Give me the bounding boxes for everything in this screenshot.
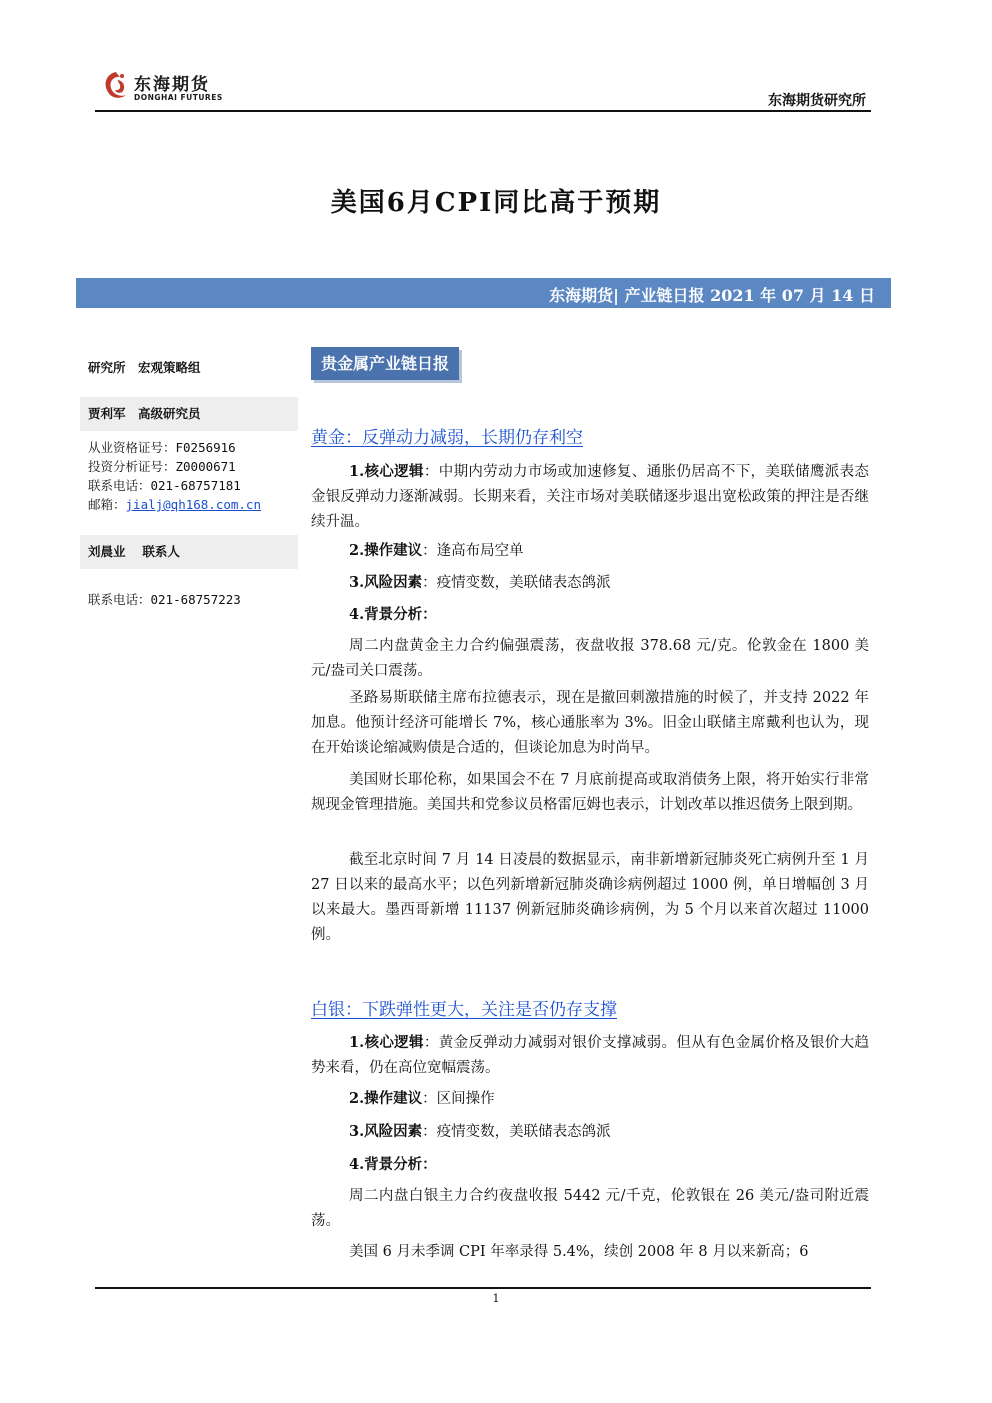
gold-advice-text: ：逢高布局空单 bbox=[422, 543, 524, 559]
logo-chinese-text: 东海期货 bbox=[134, 75, 210, 95]
footer-divider bbox=[95, 1287, 871, 1289]
author2-phone: 联系电话：021-68757223 bbox=[88, 592, 241, 607]
banner-text: 东海期货| 产业链日报 2021 年 07 月 14 日 bbox=[549, 286, 875, 305]
author2-name: 刘晨业 联系人 bbox=[80, 535, 298, 569]
gold-heading[interactable]: 黄金：反弹动力减弱，长期仍存利空 bbox=[311, 428, 583, 448]
author1-name: 贾利军 高级研究员 bbox=[80, 397, 298, 431]
email-label: 邮箱： bbox=[88, 497, 126, 512]
gold-paragraph-1: 周二内盘黄金主力合约偏强震荡，夜盘收报 378.68 元/克。伦敦金在 1800 美元/盎司关口震荡。 bbox=[311, 638, 869, 679]
gold-risk-text: ：疫情变数，美联储表态鸽派 bbox=[422, 575, 611, 591]
gold-logic bbox=[311, 459, 869, 535]
silver-advice bbox=[349, 1086, 495, 1112]
logo-english-text: DONGHAI FUTURES bbox=[134, 93, 223, 102]
author1-analyst-cert: 投资分析证号：Z0000671 bbox=[88, 459, 236, 474]
silver-paragraph-2: 美国 6 月未季调 CPI 年率录得 5.4%，续创 2008 年 8 月以来新高；6 bbox=[349, 1244, 809, 1260]
silver-risk-text: ：疫情变数，美联储表态鸽派 bbox=[422, 1124, 611, 1140]
gold-risk bbox=[349, 570, 611, 596]
gold-paragraph-3: 美国财长耶伦称，如果国会不在 7 月底前提高或取消债务上限，将开始实行非常规现金管理措施。美国共和党参议员格雷厄姆也表示，计划改革以推迟债务上限到期。 bbox=[311, 772, 869, 813]
silver-logic-text: ：黄金反弹动力减弱对银价支撑减弱。但从有色金属价格及银价大趋势来看，仍在高位宽幅震荡。 bbox=[311, 1035, 870, 1076]
gold-advice bbox=[349, 538, 524, 564]
author1-email-row bbox=[88, 495, 261, 513]
company-logo bbox=[100, 68, 230, 108]
silver-logic bbox=[311, 1030, 869, 1081]
report-title: 美国6月CPI同比高于预期 bbox=[330, 188, 662, 218]
author1-phone: 联系电话：021-68757181 bbox=[88, 478, 241, 493]
silver-logic-label: 1.核心逻辑 bbox=[349, 1034, 424, 1051]
gold-background-heading bbox=[349, 602, 437, 628]
silver-advice-label: 2.操作建议 bbox=[349, 1090, 423, 1107]
silver-risk-label: 3.风险因素 bbox=[349, 1123, 423, 1140]
silver-heading[interactable]: 白银：下跌弹性更大，关注是否仍存支撑 bbox=[311, 1000, 617, 1020]
silver-bg-label: 4.背景分析 bbox=[349, 1156, 423, 1173]
silver-paragraph-1: 周二内盘白银主力合约夜盘收报 5442 元/千克，伦敦银在 26 美元/盎司附近震荡。 bbox=[311, 1188, 869, 1229]
gold-bg-label: 4.背景分析 bbox=[349, 606, 423, 623]
page-number: 1 bbox=[492, 1292, 500, 1305]
institute-name: 东海期货研究所 bbox=[768, 93, 866, 109]
gold-bg-colon: ： bbox=[422, 606, 437, 623]
gold-risk-label: 3.风险因素 bbox=[349, 574, 423, 591]
header-divider bbox=[95, 110, 871, 112]
author1-email-link[interactable]: jialj@qh168.com.cn bbox=[125, 497, 261, 512]
gold-advice-label: 2.操作建议 bbox=[349, 542, 423, 559]
silver-bg-colon: ： bbox=[422, 1156, 437, 1173]
gold-logic-text: ：中期内劳动力市场或加速修复、通胀仍居高不下，美联储鹰派表态金银反弹动力逐渐减弱。长期来看，关注市场对美联储逐步退出宽松政策的押注是否继续升温。 bbox=[311, 464, 870, 530]
sidebar-group: 研究所 宏观策略组 bbox=[88, 360, 201, 375]
dragon-logo-icon bbox=[100, 68, 132, 104]
report-banner bbox=[76, 278, 891, 308]
author1-qualification: 从业资格证号：F0256916 bbox=[88, 440, 236, 455]
silver-advice-text: ：区间操作 bbox=[422, 1091, 495, 1107]
gold-paragraph-2: 圣路易斯联储主席布拉德表示，现在是撤回刺激措施的时候了，并支持 2022 年加息。他预计经济可能增长 7%，核心通胀率为 3%。旧金山联储主席戴利也认为，现在开始谈论缩减购债是合适的，但谈论加息为时尚早。 bbox=[311, 690, 869, 756]
gold-logic-label: 1.核心逻辑 bbox=[349, 463, 424, 480]
silver-risk bbox=[349, 1119, 611, 1145]
silver-background-heading bbox=[349, 1152, 437, 1178]
section-tag: 贵金属产业链日报 bbox=[311, 347, 459, 380]
gold-paragraph-4: 截至北京时间 7 月 14 日凌晨的数据显示，南非新增新冠肺炎死亡病例升至 1 月 27 日以来的最高水平；以色列新增新冠肺炎确诊病例超过 1000 例，单日增幅创 3 月以来最大。墨西哥新增 11137 例新冠肺炎确诊病例，为 5 个月以来首次超过 11000 例。 bbox=[311, 852, 869, 943]
